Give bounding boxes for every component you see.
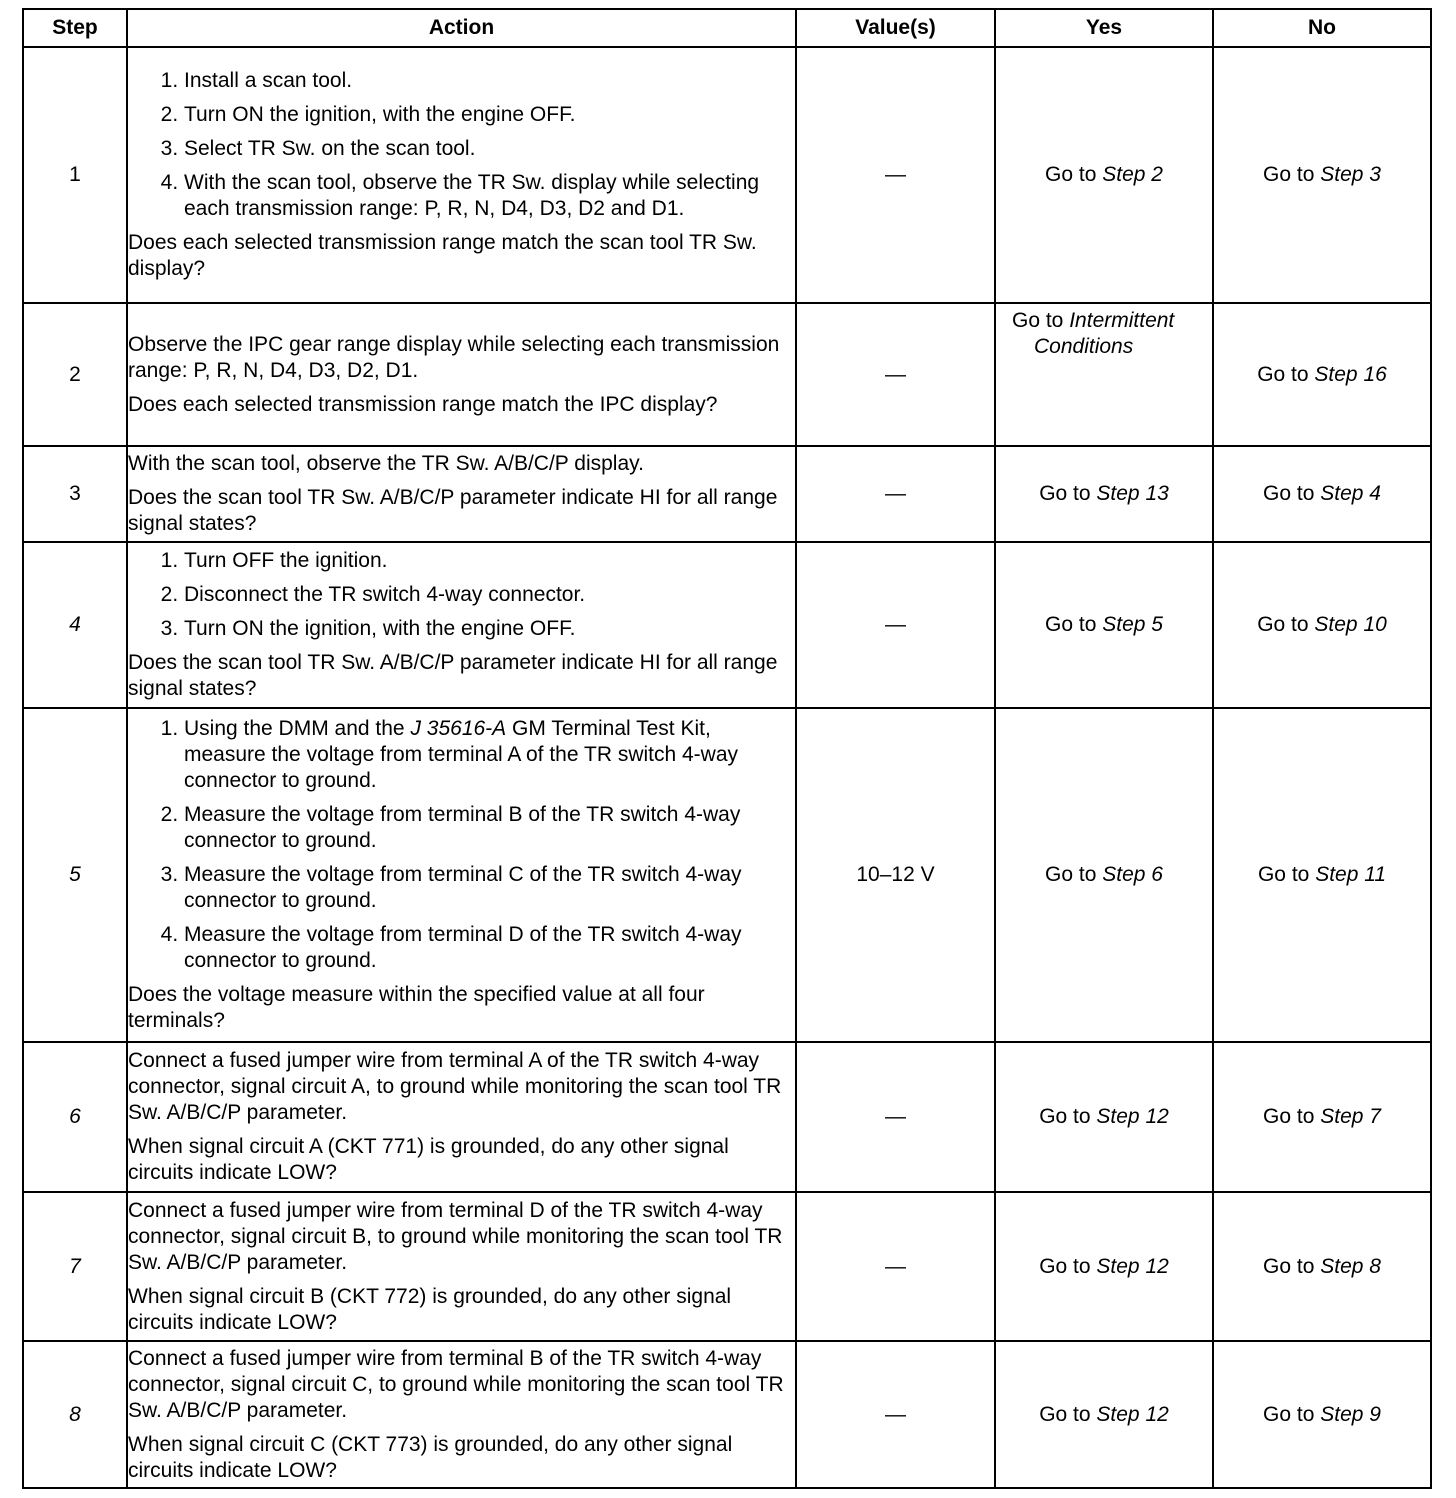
action-item: 1. Turn OFF the ignition. — [184, 548, 795, 574]
no-link[interactable]: Step 10 — [1314, 613, 1387, 636]
table-row — [23, 1341, 1431, 1488]
question-text: Does the voltage measure within the specified value at all four terminals? — [128, 983, 705, 1032]
yes-prefix: Go to — [1045, 613, 1097, 636]
diagnostic-table — [22, 8, 1432, 1489]
question-text: Does the scan tool TR Sw. A/B/C/P parameter indicate HI for all range signal states? — [128, 486, 778, 535]
question-text: Does each selected transmission range match the IPC display? — [128, 392, 718, 416]
yes-cell — [995, 1192, 1213, 1341]
action-text: With the scan tool, observe the TR Sw. A/B/C/P display. — [128, 452, 644, 475]
yes-link[interactable]: Step 6 — [1102, 863, 1163, 886]
yes-cell — [995, 542, 1213, 708]
no-prefix: Go to — [1263, 1254, 1315, 1278]
yes-link[interactable]: Step 13 — [1096, 482, 1169, 505]
yes-cell — [995, 708, 1213, 1042]
yes-cell — [995, 47, 1213, 303]
no-cell — [1213, 1192, 1431, 1341]
no-prefix: Go to — [1263, 1402, 1315, 1426]
action-item: 2. Turn ON the ignition, with the engine OFF. — [184, 102, 795, 128]
table-row — [23, 47, 1431, 303]
value-cell: — — [796, 47, 995, 303]
action-item: 2. Disconnect the TR switch 4-way connector. — [184, 582, 795, 608]
no-cell — [1213, 47, 1431, 303]
no-cell — [1213, 1042, 1431, 1192]
action-text: Observe the IPC gear range display while selecting each transmission range: P, R, N, D4, D3, D2, D1. — [128, 332, 780, 382]
table-row — [23, 303, 1431, 446]
yes-link-continued[interactable]: Conditions — [1034, 335, 1134, 358]
action-text: Connect a fused jumper wire from terminal D of the TR switch 4-way connector, signal circuit B, to ground while monitoring the scan tool TR Sw. A/B/C/P parameter. — [128, 1198, 783, 1274]
header-values: Value(s) — [796, 9, 995, 47]
value-cell: 10–12 V — [796, 708, 995, 1042]
step-number: 5 — [23, 708, 127, 1042]
action-list — [128, 68, 795, 222]
yes-cell — [995, 446, 1213, 542]
no-link[interactable]: Step 9 — [1320, 1402, 1381, 1426]
yes-cell — [995, 1042, 1213, 1192]
no-cell — [1213, 446, 1431, 542]
yes-cell — [995, 303, 1213, 446]
no-link[interactable]: Step 8 — [1320, 1254, 1381, 1278]
table-row — [23, 1192, 1431, 1341]
action-cell — [127, 1192, 796, 1341]
action-item: 1. Install a scan tool. — [184, 68, 795, 94]
question-text: Does each selected transmission range match the scan tool TR Sw. display? — [128, 231, 757, 280]
action-list — [128, 548, 795, 642]
step-number: 2 — [23, 303, 127, 446]
no-prefix: Go to — [1263, 482, 1315, 505]
yes-link[interactable]: Step 12 — [1096, 1402, 1169, 1426]
step-number: 4 — [23, 542, 127, 708]
yes-link[interactable]: Intermittent — [1069, 309, 1175, 332]
value-cell: — — [796, 303, 995, 446]
question-text: When signal circuit C (CKT 773) is grounded, do any other signal circuits indicate LOW? — [128, 1432, 733, 1482]
action-cell — [127, 1042, 796, 1192]
header-action: Action — [127, 9, 796, 47]
step-number: 1 — [23, 47, 127, 303]
yes-link[interactable]: Step 5 — [1102, 613, 1163, 636]
no-cell — [1213, 1341, 1431, 1488]
value-cell: — — [796, 542, 995, 708]
no-link[interactable]: Step 4 — [1320, 482, 1381, 505]
question-text: Does the scan tool TR Sw. A/B/C/P parameter indicate HI for all range signal states? — [128, 651, 778, 700]
yes-prefix: Go to — [1045, 163, 1097, 186]
no-link[interactable]: Step 7 — [1320, 1105, 1381, 1128]
header-step: Step — [23, 9, 127, 47]
action-item: 3. Measure the voltage from terminal C of the TR switch 4-way connector to ground. — [184, 862, 795, 914]
step-number: 8 — [23, 1341, 127, 1488]
table-row — [23, 446, 1431, 542]
table-row — [23, 542, 1431, 708]
no-prefix: Go to — [1257, 863, 1310, 886]
action-cell — [127, 1341, 796, 1488]
action-cell — [127, 542, 796, 708]
yes-link[interactable]: Step 12 — [1096, 1105, 1169, 1128]
header-row — [23, 9, 1431, 47]
action-item: 4. With the scan tool, observe the TR Sw. display while selecting each transmission range: P, R, N, D4, D3, D2 and D1. — [184, 170, 795, 222]
no-link[interactable]: Step 11 — [1315, 863, 1387, 886]
step-number: 3 — [23, 446, 127, 542]
action-item: 2. Measure the voltage from terminal B of the TR switch 4-way connector to ground. — [184, 802, 795, 854]
yes-prefix: Go to — [1039, 1105, 1091, 1128]
action-item: 4. Measure the voltage from terminal D of the TR switch 4-way connector to ground. — [184, 922, 795, 974]
yes-link[interactable]: Step 2 — [1102, 163, 1163, 186]
action-item-text: GM Terminal Test Kit, measure the voltage from terminal A of the TR switch 4-way connector to ground. — [184, 717, 739, 792]
yes-prefix: Go to — [1039, 482, 1091, 505]
step-number: 6 — [23, 1042, 127, 1192]
table-row — [23, 708, 1431, 1042]
yes-prefix: Go to — [1012, 309, 1064, 332]
yes-cell — [995, 1341, 1213, 1488]
tool-reference: J 35616-A — [410, 717, 507, 740]
action-cell — [127, 47, 796, 303]
no-link[interactable]: Step 3 — [1320, 163, 1381, 186]
action-list — [128, 716, 795, 974]
no-prefix: Go to — [1257, 362, 1309, 386]
action-text: Connect a fused jumper wire from terminal A of the TR switch 4-way connector, signal circuit A, to ground while monitoring the scan tool TR Sw. A/B/C/P parameter. — [128, 1049, 782, 1124]
yes-prefix: Go to — [1045, 863, 1097, 886]
value-cell: — — [796, 1192, 995, 1341]
header-no: No — [1213, 9, 1431, 47]
question-text: When signal circuit B (CKT 772) is grounded, do any other signal circuits indicate LOW? — [128, 1284, 732, 1334]
action-text: Connect a fused jumper wire from terminal B of the TR switch 4-way connector, signal circuit C, to ground while monitoring the scan tool TR Sw. A/B/C/P parameter. — [128, 1346, 784, 1422]
no-cell — [1213, 542, 1431, 708]
no-prefix: Go to — [1263, 1105, 1315, 1128]
value-cell: — — [796, 1042, 995, 1192]
value-cell: — — [796, 1341, 995, 1488]
action-cell — [127, 446, 796, 542]
action-cell — [127, 303, 796, 446]
yes-prefix: Go to — [1039, 1402, 1091, 1426]
yes-link[interactable]: Step 12 — [1096, 1254, 1169, 1278]
no-cell — [1213, 708, 1431, 1042]
action-item: 3. Turn ON the ignition, with the engine OFF. — [184, 616, 795, 642]
header-yes: Yes — [995, 9, 1213, 47]
no-prefix: Go to — [1257, 613, 1309, 636]
value-cell: — — [796, 446, 995, 542]
action-item-text: Using the DMM and the — [184, 717, 405, 740]
no-prefix: Go to — [1263, 163, 1315, 186]
table-row — [23, 1042, 1431, 1192]
yes-prefix: Go to — [1039, 1254, 1091, 1278]
action-item: 3. Select TR Sw. on the scan tool. — [184, 136, 795, 162]
step-number: 7 — [23, 1192, 127, 1341]
no-cell — [1213, 303, 1431, 446]
no-link[interactable]: Step 16 — [1314, 362, 1387, 386]
question-text: When signal circuit A (CKT 771) is grounded, do any other signal circuits indicate LOW? — [128, 1135, 729, 1184]
action-cell — [127, 708, 796, 1042]
action-item — [184, 716, 795, 794]
